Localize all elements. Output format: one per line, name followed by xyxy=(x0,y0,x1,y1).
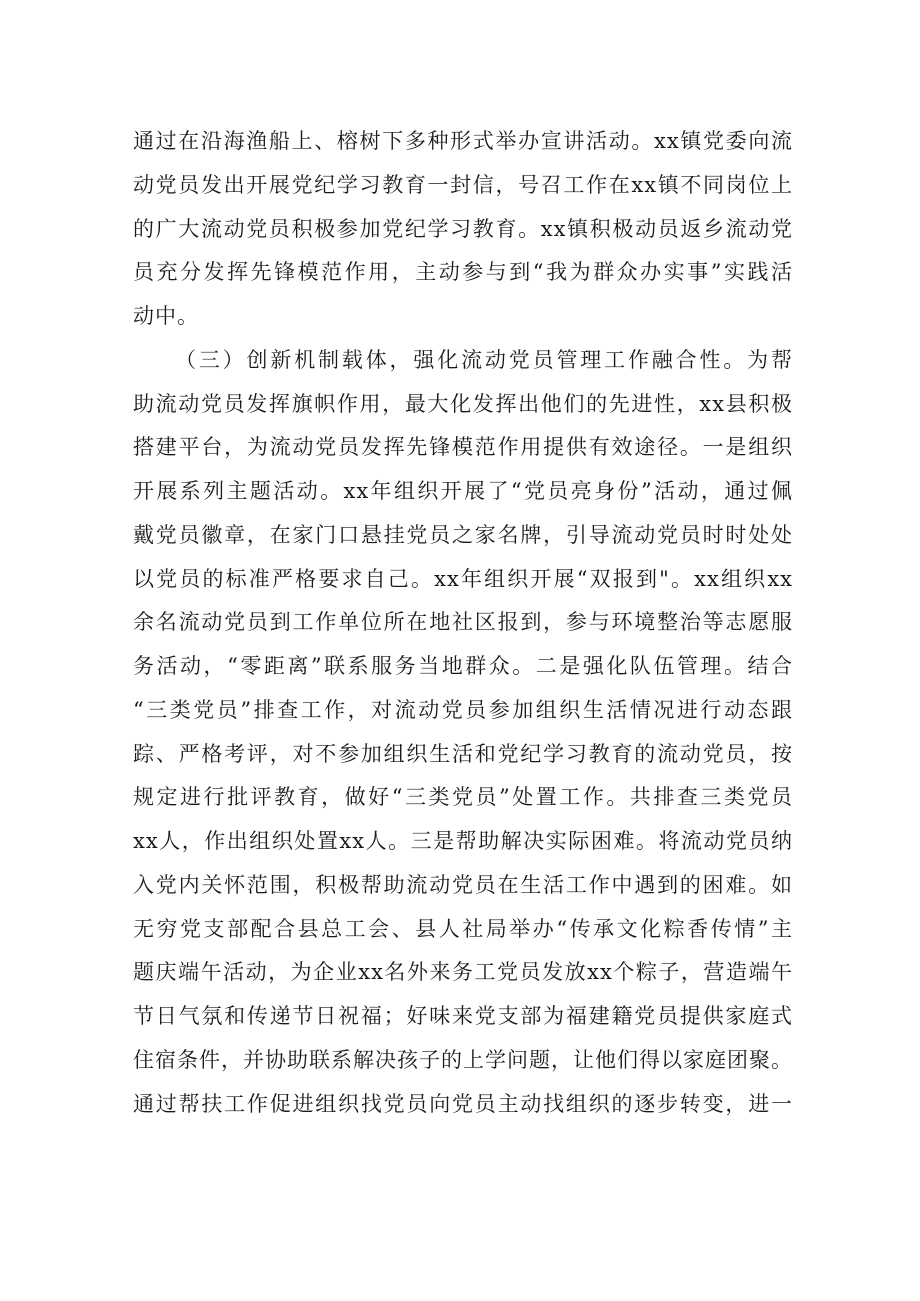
text-line: 入党内关怀范围，积极帮助流动党员在生活工作中遇到的困难。如 xyxy=(133,872,793,897)
text-line: 无穷党支部配合县总工会、县人社局举办“传承文化粽香传情”主 xyxy=(133,916,793,941)
text-line: 开展系列主题活动。xx年组织开展了“党员亮身份”活动，通过佩 xyxy=(133,479,793,503)
text-line: xx人，作出组织处置xx人。三是帮助解决实际困难。将流动党员纳 xyxy=(133,829,793,853)
text-line: 务活动，“零距离”联系服务当地群众。二是强化队伍管理。结合 xyxy=(133,654,793,678)
text-line: “三类党员”排查工作，对流动党员参加组织生活情况进行动态跟 xyxy=(133,697,793,722)
section-heading-line: （三）创新机制载体，强化流动党员管理工作融合性。为帮 xyxy=(175,347,793,372)
text-line: 动党员发出开展党纪学习教育一封信，号召工作在xx镇不同岗位上 xyxy=(133,172,793,197)
text-line: 规定进行批评教育，做好“三类党员”处置工作。共排查三类党员 xyxy=(133,785,793,810)
text-line: 的广大流动党员积极参加党纪学习教育。xx镇积极动员返乡流动党 xyxy=(133,216,793,241)
text-line: 戴党员徽章，在家门口悬挂党员之家名牌，引导流动党员时时处处 xyxy=(133,522,793,547)
text-line: 住宿条件，并协助联系解决孩子的上学问题，让他们得以家庭团聚。 xyxy=(133,1047,793,1072)
text-line: 员充分发挥先锋模范作用，主动参与到“我为群众办实事”实践活 xyxy=(133,260,793,285)
text-line: 踪、严格考评，对不参加组织生活和党纪学习教育的流动党员，按 xyxy=(133,741,793,766)
body-text xyxy=(133,120,793,1126)
text-line: 通过帮扶工作促进组织找党员向党员主动找组织的逐步转变，进一 xyxy=(133,1091,793,1116)
text-line: 以党员的标准严格要求自己。xx年组织开展“双报到"。xx组织xx xyxy=(133,566,793,591)
text-line: 通过在沿海渔船上、榕树下多种形式举办宣讲活动。xx镇党委向流 xyxy=(133,129,793,153)
text-line: 题庆端午活动，为企业xx名外来务工党员发放xx个粽子，营造端午 xyxy=(133,960,793,985)
text-line: 余名流动党员到工作单位所在地社区报到，参与环境整治等志愿服 xyxy=(133,610,793,635)
text-line: 助流动党员发挥旗帜作用，最大化发挥出他们的先进性，xx县积极 xyxy=(133,391,793,416)
text-line: 节日气氛和传递节日祝福；好味来党支部为福建籍党员提供家庭式 xyxy=(133,1004,793,1028)
text-line: 动中。 xyxy=(133,304,199,328)
text-line: 搭建平台，为流动党员发挥先锋模范作用提供有效途径。一是组织 xyxy=(133,435,793,460)
